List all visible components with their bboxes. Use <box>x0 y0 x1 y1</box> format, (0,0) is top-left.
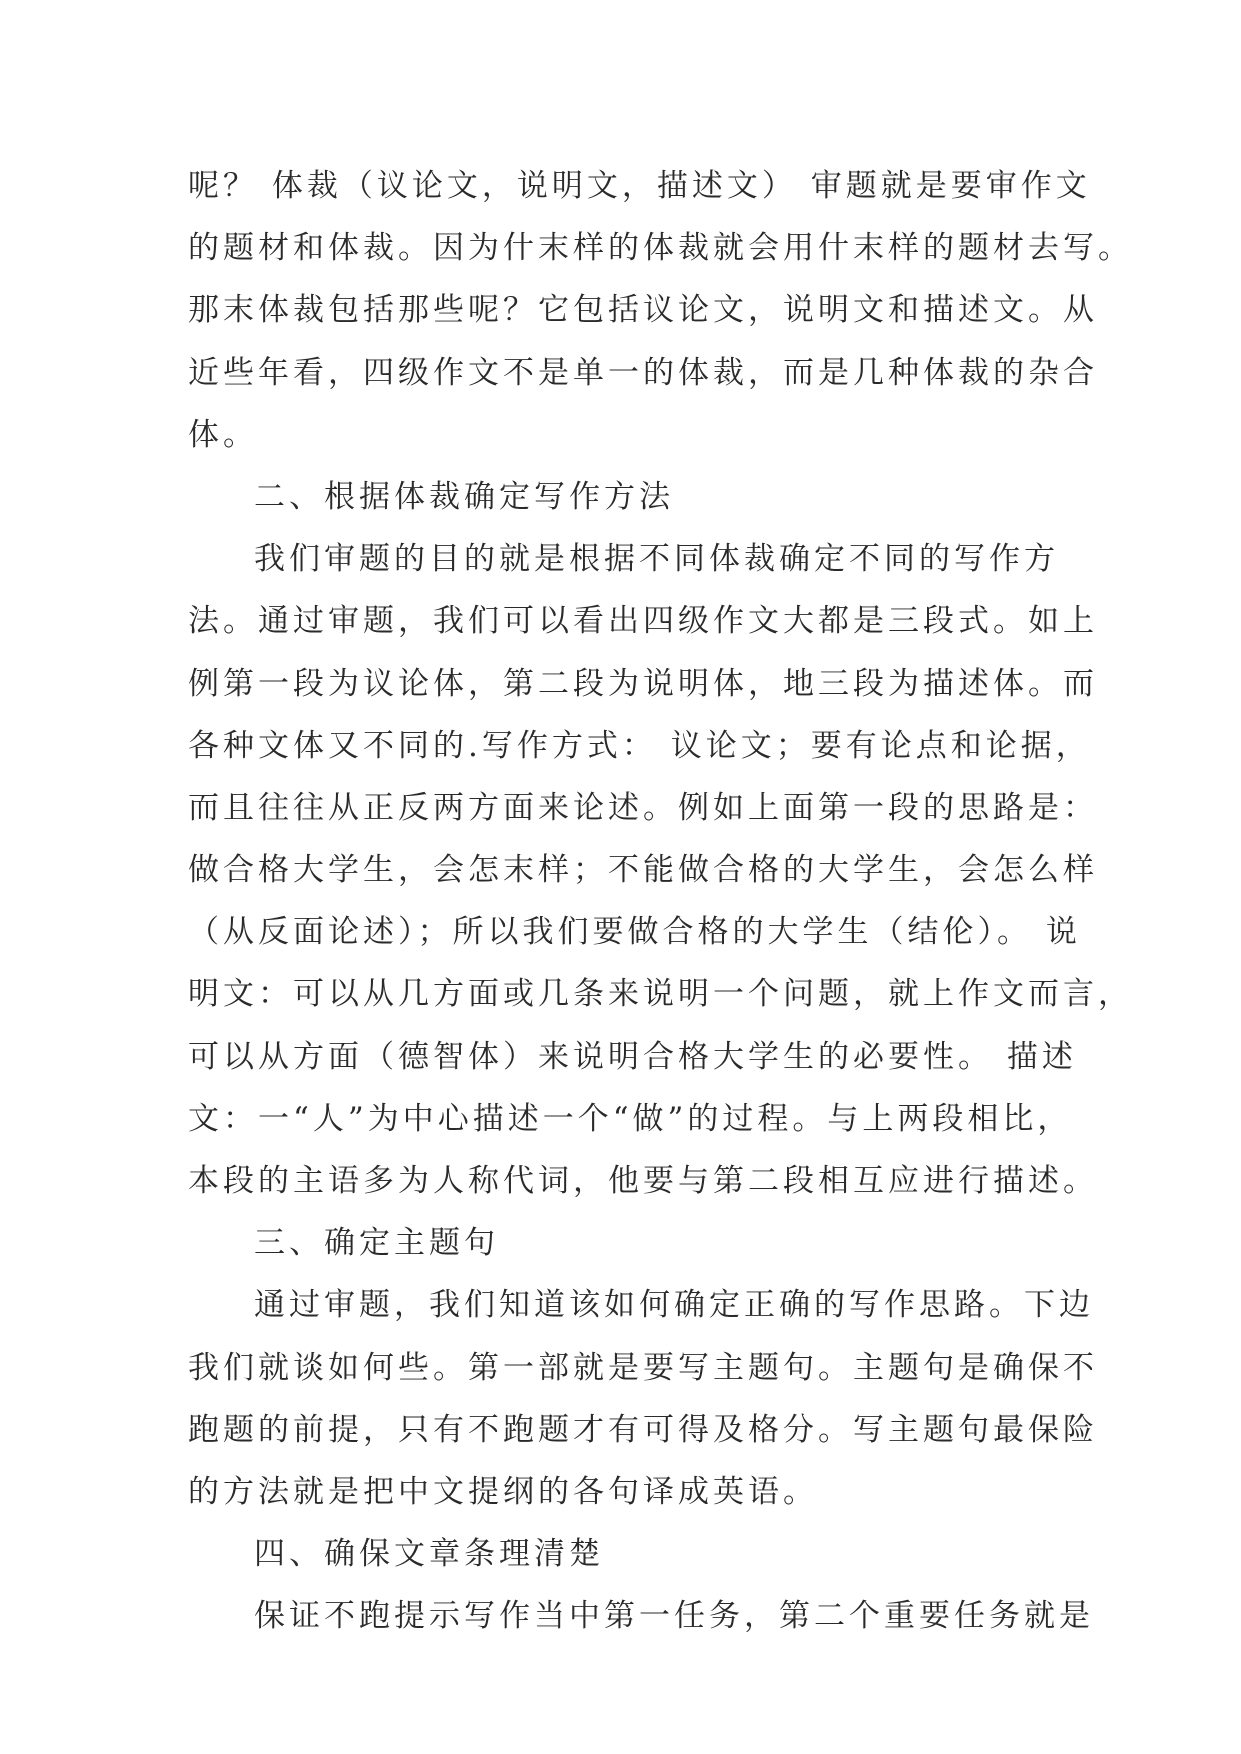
text-line: 可以从方面（德智体）来说明合格大学生的必要性。 描述 <box>188 1038 1077 1075</box>
section-heading: 四、确保文章条理清楚 <box>254 1536 604 1573</box>
text-line: 做合格大学生，会怎末样；不能做合格的大学生，会怎么样 <box>188 852 1098 889</box>
text-line: 法。通过审题，我们可以看出四级作文大都是三段式。如上 <box>188 603 1098 640</box>
text-line: 通过审题，我们知道该如何确定正确的写作思路。下边 <box>254 1287 1094 1324</box>
section-heading: 三、确定主题句 <box>254 1225 499 1262</box>
text-line: 各种文体又不同的.写作方式： 议论文；要有论点和论据， <box>188 727 1091 764</box>
text-line: 呢？ 体裁（议论文，说明文，描述文） 审题就是要审作文 <box>188 168 1091 204</box>
text-line: 例第一段为议论体，第二段为说明体，地三段为描述体。而 <box>188 665 1098 702</box>
text-line: 文：一“人”为中心描述一个“做”的过程。与上两段相比， <box>188 1100 1073 1137</box>
text-line: 我们就谈如何些。第一部就是要写主题句。主题句是确保不 <box>188 1349 1098 1386</box>
text-line: 本段的主语多为人称代词，他要与第二段相互应进行描述。 <box>188 1163 1098 1199</box>
text-line: 体。 <box>188 416 258 453</box>
text-line: 保证不跑提示写作当中第一任务，第二个重要任务就是 <box>254 1598 1094 1635</box>
text-line: （从反面论述）；所以我们要做合格的大学生（结伦）。 说 <box>188 914 1081 951</box>
text-line: 那末体裁包括那些呢？它包括议论文，说明文和描述文。从 <box>188 292 1098 329</box>
document-page <box>188 155 1133 1648</box>
text-line: 跑题的前提，只有不跑题才有可得及格分。写主题句最保险 <box>188 1411 1098 1448</box>
text-line: 而且往往从正反两方面来论述。例如上面第一段的思路是： <box>188 789 1098 826</box>
text-line: 的方法就是把中文提纲的各句译成英语。 <box>188 1473 818 1510</box>
text-line: 的题材和体裁。因为什末样的体裁就会用什末样的题材去写。 <box>188 230 1133 267</box>
text-line: 明文：可以从几方面或几条来说明一个问题，就上作文而言， <box>188 976 1133 1013</box>
section-heading: 二、根据体裁确定写作方法 <box>254 478 674 515</box>
text-line: 近些年看，四级作文不是单一的体裁，而是几种体裁的杂合 <box>188 354 1098 391</box>
text-line: 我们审题的目的就是根据不同体裁确定不同的写作方 <box>254 541 1059 578</box>
